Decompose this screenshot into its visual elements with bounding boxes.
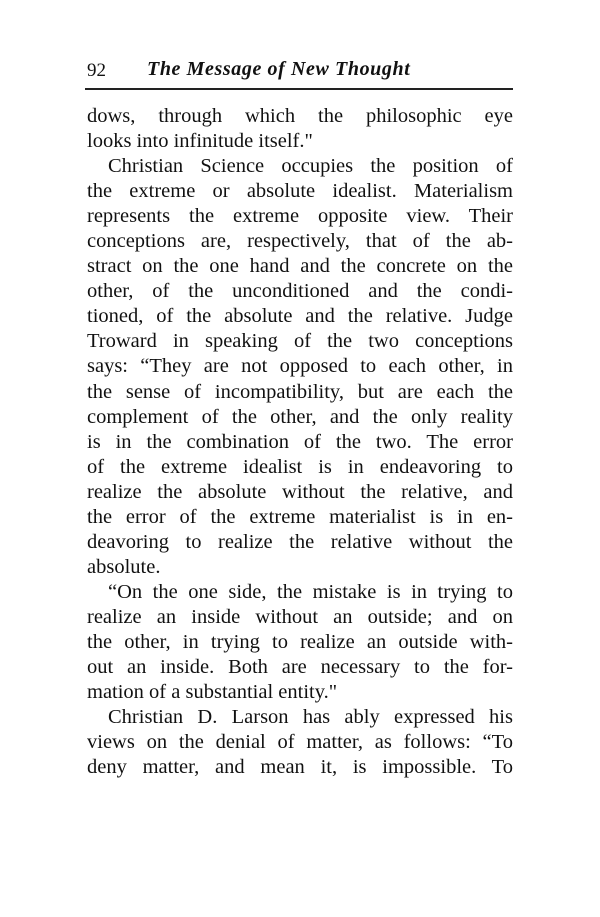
text-line: says: “They are not opposed to each other, in <box>87 355 513 378</box>
text-line: realize an inside without an outside; and on <box>87 605 513 628</box>
text-line: the error of the extreme materialist is in en- <box>87 505 513 528</box>
text-line: tioned, of the absolute and the relative. Judge <box>87 305 513 328</box>
text-line: “On the one side, the mistake is in trying to <box>108 580 513 603</box>
text-line: other, of the unconditioned and the condi- <box>87 280 513 303</box>
text-line: Christian Science occupies the position of <box>108 155 513 178</box>
text-line: stract on the one hand and the concrete on the <box>87 255 513 278</box>
text-line: Christian D. Larson has ably expressed his <box>108 706 513 729</box>
running-title: The Message of New Thought <box>147 58 411 80</box>
header-rule <box>85 88 513 90</box>
text-line: Troward in speaking of the two conceptions <box>87 330 513 353</box>
text-line: conceptions are, respectively, that of the ab- <box>87 230 513 253</box>
text-line: out an inside. Both are necessary to the for- <box>87 656 513 679</box>
text-line: the sense of incompatibility, but are each the <box>87 380 513 403</box>
text-line: the extreme or absolute idealist. Materialism <box>87 180 513 203</box>
running-header <box>87 56 513 86</box>
text-line: looks into infinitude itself." <box>87 130 313 153</box>
text-line: mation of a substantial entity." <box>87 681 338 704</box>
text-line: the other, in trying to realize an outside with- <box>87 630 513 653</box>
text-line: is in the combination of the two. The error <box>87 430 513 453</box>
text-line: deny matter, and mean it, is impossible. To <box>87 756 513 779</box>
text-line: absolute. <box>87 555 161 578</box>
text-line: dows, through which the philosophic eye <box>87 105 513 127</box>
text-line: realize the absolute without the relative, and <box>87 480 513 503</box>
text-line: represents the extreme opposite view. Their <box>87 205 513 228</box>
text-line: of the extreme idealist is in endeavoring to <box>87 455 513 478</box>
body-text <box>87 104 513 780</box>
page-number: 92 <box>87 60 106 81</box>
text-line: complement of the other, and the only reality <box>87 405 513 428</box>
text-line: views on the denial of matter, as follows: “To <box>87 731 513 754</box>
text-line: deavoring to realize the relative without the <box>87 530 513 553</box>
